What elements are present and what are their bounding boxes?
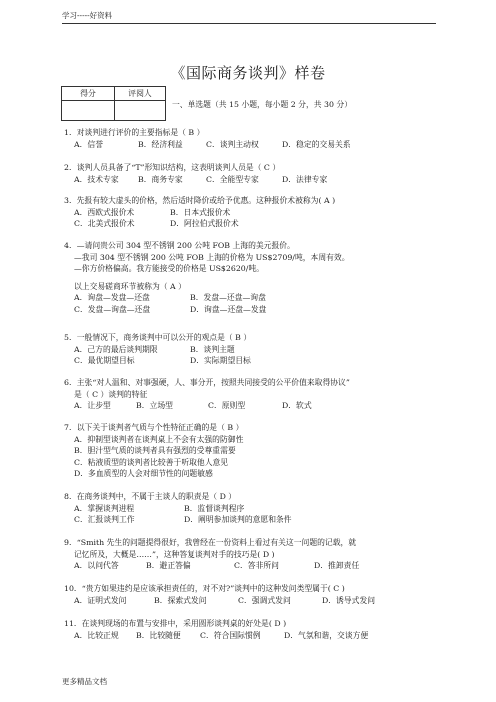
option-d[interactable]: D．推卸责任 [314,561,360,570]
option-a[interactable]: A．比较正规 [74,630,119,640]
question-4 [64,240,350,315]
option-b[interactable]: B．立场型 [136,401,173,410]
score-table [61,86,166,121]
option-a[interactable]: A．询盘—发盘—还盘 [74,293,150,302]
options-row [64,207,335,219]
question-7 [64,422,243,480]
question-stem: 11．在谈判现场的布置与安排中，采用圆形谈判桌的好处是( D ) [64,619,287,628]
question-stem: 2．谈判人员具备了“T”形知识结构，这表明谈判人员是（ C ） [64,163,281,172]
question-line: 4．—请问贵公司 304 型不锈钢 200 公吨 FOB 上海的美元报价。 [64,241,295,250]
option-a[interactable]: A．技术专家 [74,174,119,184]
question-stem: 8．在商务谈判中，不属于主谈人的职责是（ D ） [64,492,237,501]
option-c[interactable]: C．强调式发问 [238,595,291,605]
option-a[interactable]: A．己方的最后谈判期限 [74,344,158,354]
question-6 [64,377,350,412]
options-row [64,292,350,304]
option-d[interactable]: D．阐明参加谈判的意愿和条件 [184,515,292,524]
option-c[interactable]: C．北美式报价术 [74,219,135,228]
option-c[interactable]: C．全能型专家 [206,174,259,184]
option-b[interactable]: B．日本式报价术 [170,207,231,217]
options-row [64,304,350,316]
option-d[interactable]: D．诱导式发问 [322,595,376,605]
option-a[interactable]: A．以问代答 [74,561,119,570]
option-c[interactable]: C．符合国际惯例 [200,630,261,640]
option-c[interactable]: C．谈判主动权 [206,139,259,149]
question-line: —你方价格偏高。我方能接受的价格是 US$2620/吨。 [74,264,264,273]
question-stem: 7．以下关于谈判者气质与个性特征正确的是（ B ） [64,423,244,432]
question-stem-continued: 是（ C ）谈判的特征 [74,389,148,399]
question-stem: 3．先报有较大虚头的价格，然后适时降价或给予优惠。这种报价术被称为( A ) [64,196,336,205]
options-row [64,355,251,367]
reviewer-header: 评阅人 [115,87,166,101]
question-8 [64,491,292,526]
question-11 [64,618,368,641]
option-a[interactable]: A．掌握谈判进程 [74,503,135,513]
options-row [64,174,327,186]
footer-note: 更多精品文档 [62,677,107,686]
option-b[interactable]: B．谈判主题 [190,344,235,354]
option-d[interactable]: D．多血质型的人会对细节性的问题敏感 [74,469,213,478]
question-stem: 1．对谈判进行评价的主要指标是（ B ） [64,128,205,137]
option-c[interactable]: C．答非所问 [234,561,279,570]
score-cell[interactable] [62,101,115,121]
option-c[interactable]: C．粘液质型的谈判者比较善于听取他人意见 [74,457,229,467]
options-row [64,344,251,356]
option-b[interactable]: B．经济利益 [138,139,183,149]
options-row [64,560,359,572]
option-b[interactable]: B．商务专家 [138,174,183,184]
question-stem-continued: 记忆所及，大概是……”，这种答复谈判对手的技巧是( D ) [74,549,275,559]
question-10 [64,583,375,606]
option-d[interactable]: D．法律专家 [282,174,328,184]
option-c[interactable]: C．原则型 [208,401,246,410]
question-1 [64,127,351,150]
option-b[interactable]: B．比较随便 [136,630,181,640]
option-b[interactable]: B．监督谈判程序 [184,503,245,513]
option-c[interactable]: C．最优期望目标 [74,356,135,365]
section-heading: 一、单选题（共 15 小题，每小题 2 分，共 30 分） [172,100,353,109]
option-b[interactable]: B．发盘—还盘—询盘 [190,293,266,302]
options-row [64,630,368,642]
question-stem: 以上交易磋商环节被称为（ A ） [74,281,186,291]
header-divider [62,23,436,24]
option-a[interactable]: A．证明式发问 [74,595,127,605]
question-9 [64,537,359,572]
option-a[interactable]: A．西欧式报价术 [74,207,135,217]
option-d[interactable]: D．询盘—还盘—发盘 [190,304,267,314]
question-3 [64,195,335,230]
page-title: 《国际商务谈判》样卷 [170,64,326,82]
option-a[interactable]: A．让步型 [74,401,111,410]
question-stem: 9．“Smith 先生的问题提得很好，我曾经在一份资料上看过有关这一问题的记载，就 [64,538,357,547]
options-row [64,218,335,230]
question-stem: 10．“贵方如果违约是应该承担责任的，对不对?”谈判中的这种发问类型属于( C ) [64,584,345,593]
options-row [64,503,292,515]
question-5 [64,332,251,367]
question-2 [64,162,327,185]
options-row [64,139,351,151]
options-row [64,400,350,412]
options-row [64,595,375,607]
option-d[interactable]: D．稳定的交易关系 [282,139,351,149]
score-header: 得分 [62,87,115,101]
option-d[interactable]: D．软式 [282,401,312,410]
question-line: —我司 304 型不锈钢 200 公吨 FOB 上海的价格为 US$2709/吨，本周有效。 [74,252,350,262]
option-d[interactable]: D．实际期望目标 [190,356,251,365]
option-b[interactable]: B．胆汁型气质的谈判者具有强烈的受尊重需要 [74,446,236,455]
reviewer-cell[interactable] [115,101,166,121]
option-a[interactable]: A．抑制型谈判者在谈判桌上不会有太强的防御性 [74,434,244,444]
option-b[interactable]: B．避正答偏 [146,561,191,570]
option-c[interactable]: C．发盘—询盘—还盘 [74,304,151,314]
option-b[interactable]: B．探索式发问 [154,595,207,605]
options-row [64,514,292,526]
option-d[interactable]: D．阿拉伯式报价术 [170,219,239,228]
header-note: 学习-----好资料 [62,11,113,20]
option-d[interactable]: D．气氛和谐，交谈方便 [284,630,369,640]
option-c[interactable]: C．汇报谈判工作 [74,515,135,524]
option-a[interactable]: A．信誉 [74,139,104,149]
question-stem: 5．一般情况下，商务谈判中可以公开的观点是（ B ） [64,333,252,342]
question-stem: 6．主张“对人温和、对事强硬，人、事分开，按照共同接受的公平价值来取得协议” [64,378,350,387]
